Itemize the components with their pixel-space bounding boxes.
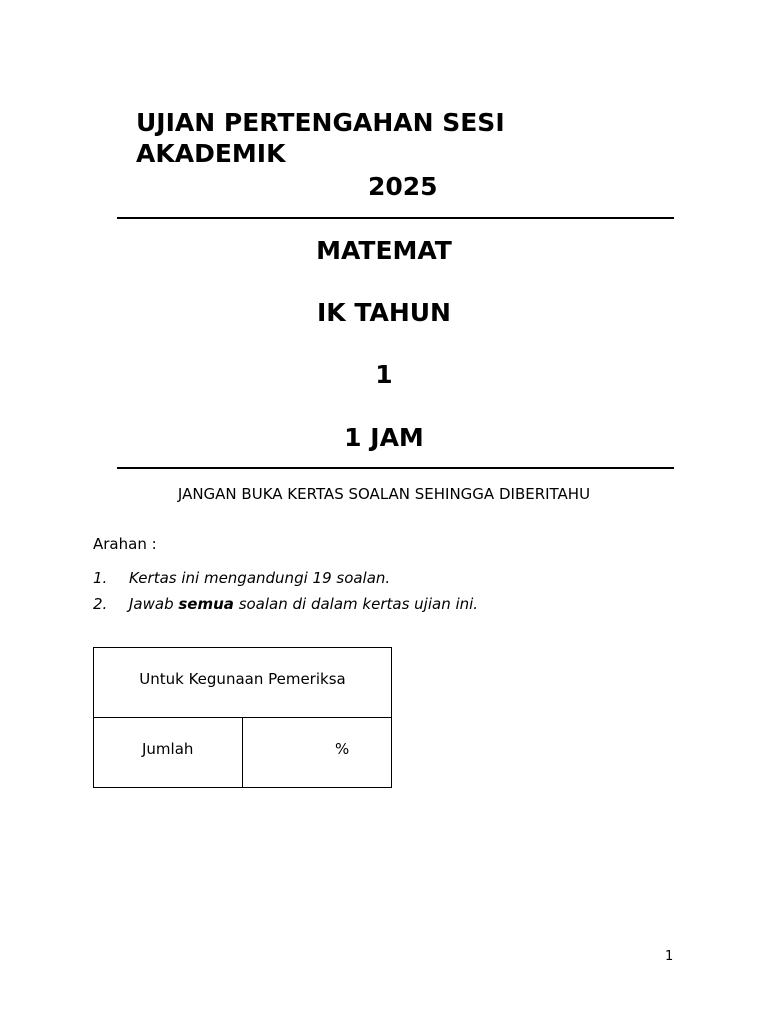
exam-duration: 1 JAM <box>344 423 424 452</box>
exam-year: 2025 <box>368 172 438 201</box>
bottom-divider <box>117 467 674 469</box>
exam-title-line-2: AKADEMIK <box>136 139 286 168</box>
subject-line-2: IK TAHUN <box>317 298 451 327</box>
total-label: Jumlah <box>142 740 194 758</box>
instruction-2-text <box>129 595 478 613</box>
warning-text: JANGAN BUKA KERTAS SOALAN SEHINGGA DIBERITAHU <box>177 485 591 503</box>
instruction-2-post: soalan di dalam kertas ujian ini. <box>233 595 479 613</box>
instruction-1-text: Kertas ini mengandungi 19 soalan. <box>129 569 391 587</box>
subject-line-3: 1 <box>375 360 393 389</box>
total-label-cell <box>93 717 243 788</box>
instruction-2-bold: semua <box>178 595 234 613</box>
examiner-table-header: Untuk Kegunaan Pemeriksa <box>139 670 346 688</box>
subject-line-1: MATEMAT <box>316 236 452 265</box>
page-number: 1 <box>665 949 674 964</box>
top-divider <box>117 217 674 219</box>
instruction-2-pre: Jawab <box>129 595 179 613</box>
examiner-table-header-cell <box>93 647 392 718</box>
percent-symbol: % <box>335 740 350 758</box>
instructions-heading: Arahan : <box>93 535 157 553</box>
instruction-2-number: 2. <box>93 595 108 613</box>
exam-title-line-1: UJIAN PERTENGAHAN SESI <box>136 108 505 137</box>
instruction-1-number: 1. <box>93 569 108 587</box>
total-score-cell <box>242 717 392 788</box>
